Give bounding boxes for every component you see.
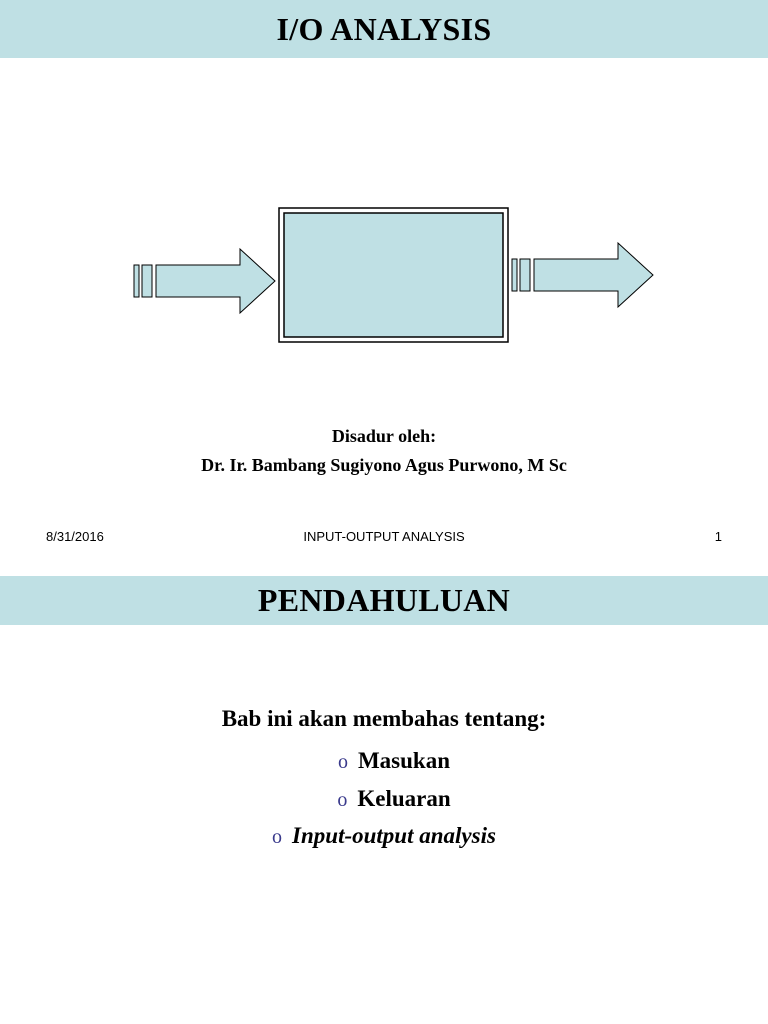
input-arrow — [156, 249, 275, 313]
footer-title: INPUT-OUTPUT ANALYSIS — [303, 529, 465, 544]
footer-date: 8/31/2016 — [46, 529, 104, 544]
footer-page-number: 1 — [714, 529, 722, 544]
list-item-text: Input-output analysis — [292, 823, 496, 848]
list-item — [0, 823, 768, 849]
process-box — [284, 213, 503, 337]
list-item-text: Keluaran — [357, 786, 451, 811]
intro-text: Bab ini akan membahas tentang: — [221, 706, 547, 731]
credit-name: Dr. Ir. Bambang Sugiyono Agus Purwono, M Sc — [201, 455, 567, 475]
bullet-marker: o — [272, 826, 283, 848]
list-item-text: Masukan — [357, 748, 451, 773]
input-arrow-tail-bar — [142, 265, 152, 297]
input-arrow-tail-bar — [134, 265, 139, 297]
slide-title: PENDAHULUAN — [257, 582, 511, 618]
title-bar — [0, 576, 768, 625]
credit-label: Disadur oleh: — [331, 426, 437, 446]
list-item — [0, 748, 768, 774]
slide-title: I/O ANALYSIS — [276, 10, 492, 47]
output-arrow-tail-bar — [512, 259, 517, 291]
output-arrow — [534, 243, 653, 307]
slide-2 — [0, 576, 768, 1024]
bullet-marker: o — [337, 751, 348, 773]
list-item — [0, 786, 768, 812]
bullet-marker: o — [337, 789, 348, 811]
output-arrow-tail-bar — [520, 259, 530, 291]
